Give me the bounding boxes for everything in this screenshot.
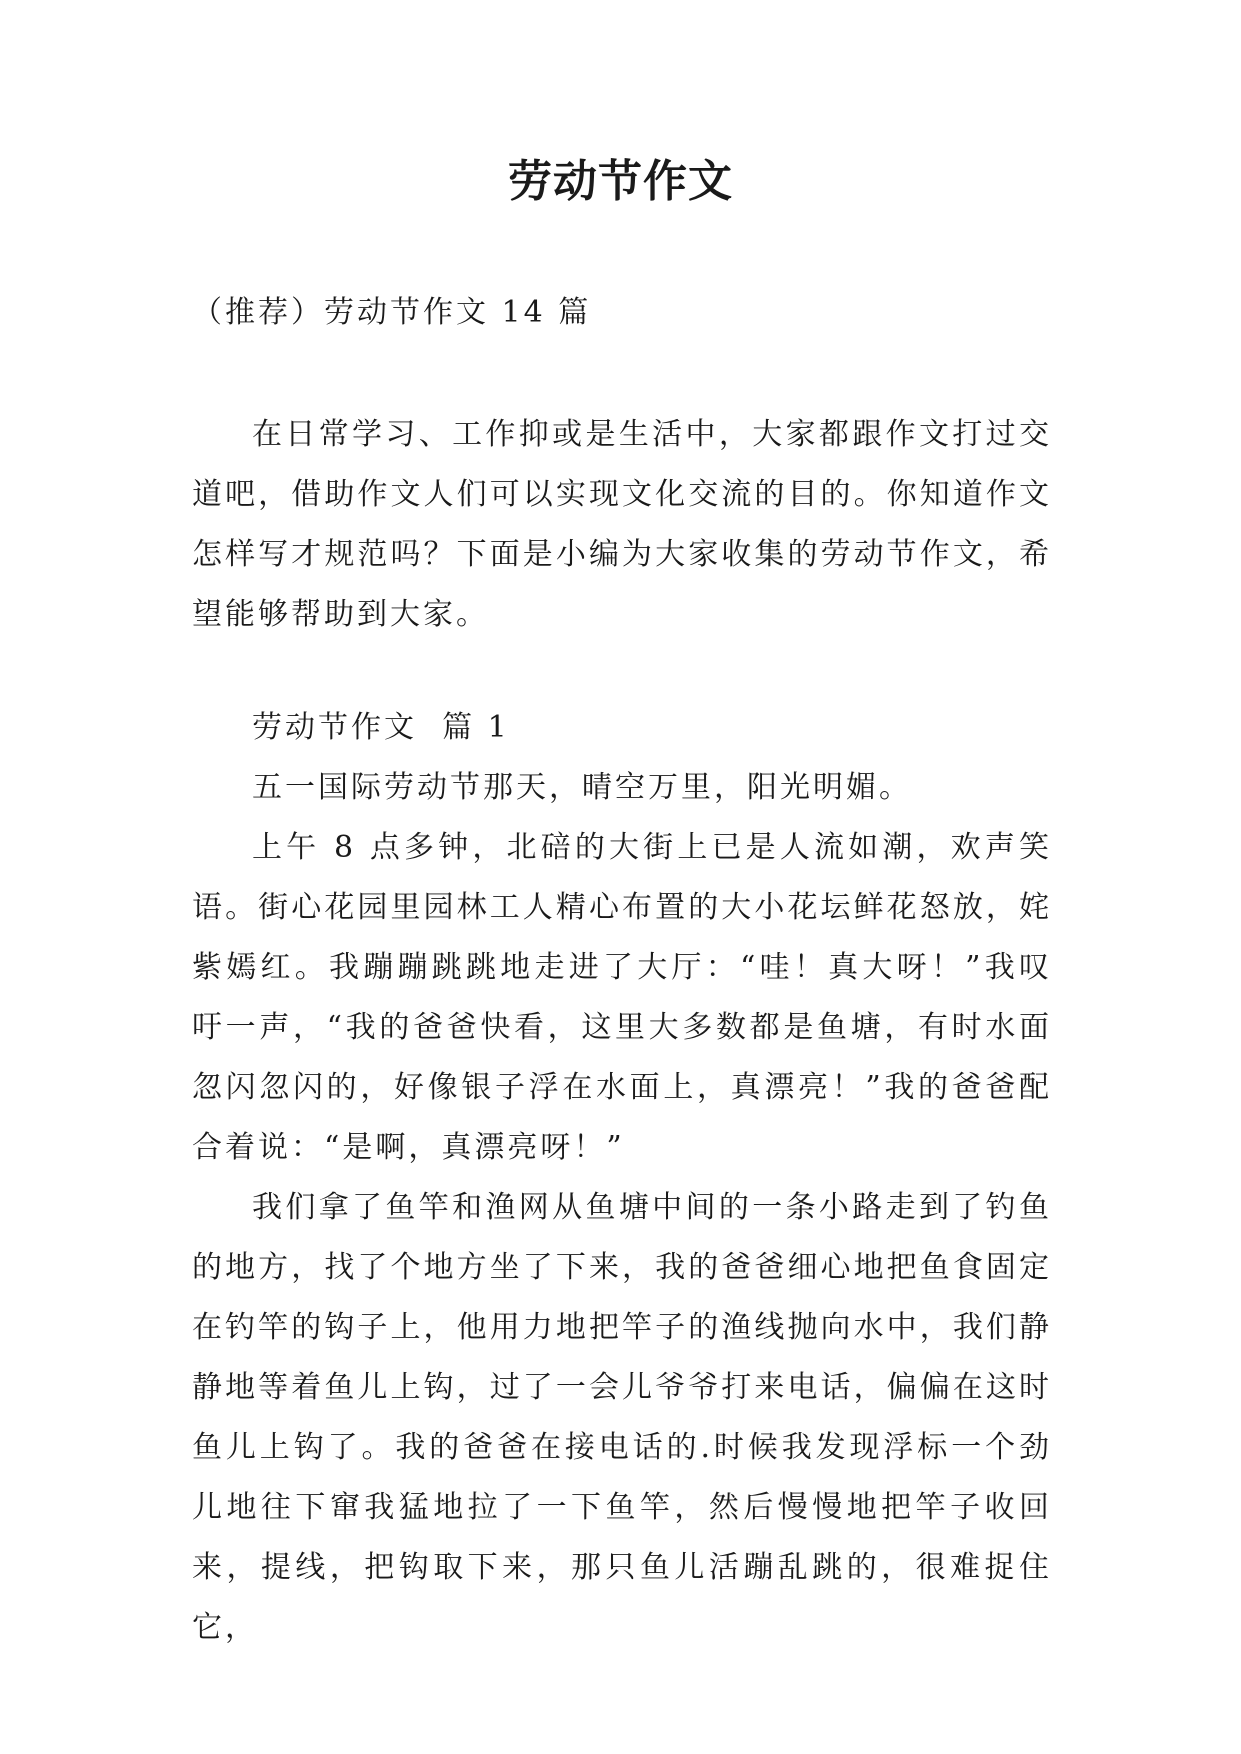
paragraph-3: 我们拿了鱼竿和渔网从鱼塘中间的一条小路走到了钓鱼的地方，找了个地方坐了下来，我的爸爸细心地把鱼食固定在钓竿的钩子上，他用力地把竿子的渔线抛向水中，我们静静地等着鱼儿上钩，过了一会儿爷爷打来电话，偏偏在这时鱼儿上钩了。我的爸爸在接电话的.时候我发现浮标一个劲儿地往下窜我猛地拉了一下鱼竿，然后慢慢地把竿子收回来，提线，把钩取下来，那只鱼儿活蹦乱跳的，很难捉住它， [192,1190,1052,1645]
document-subtitle: （推荐）劳动节作文 14 篇 [192,295,592,330]
paragraph-1: 五一国际劳动节那天，晴空万里，阳光明媚。 [252,770,912,805]
paragraph-2: 上午 8 点多钟，北碚的大街上已是人流如潮，欢声笑语。街心花园里园林工人精心布置的大小花坛鲜花怒放，姹紫嫣红。我蹦蹦跳跳地走进了大厅：“哇！真大呀！”我叹吁一声，“我的爸爸快看，这里大多数都是鱼塘，有时水面忽闪忽闪的，好像银子浮在水面上，真漂亮！”我的爸爸配合着说：“是啊，真漂亮呀！” [192,830,1052,1165]
intro-paragraph: 在日常学习、工作抑或是生活中，大家都跟作文打过交道吧，借助作文人们可以实现文化交流的目的。你知道作文怎样写才规范吗？下面是小编为大家收集的劳动节作文，希望能够帮助到大家。 [192,417,1052,632]
section-heading: 劳动节作文 篇 1 [252,710,510,745]
document-title: 劳动节作文 [508,156,733,207]
essay-section [192,698,1052,1658]
